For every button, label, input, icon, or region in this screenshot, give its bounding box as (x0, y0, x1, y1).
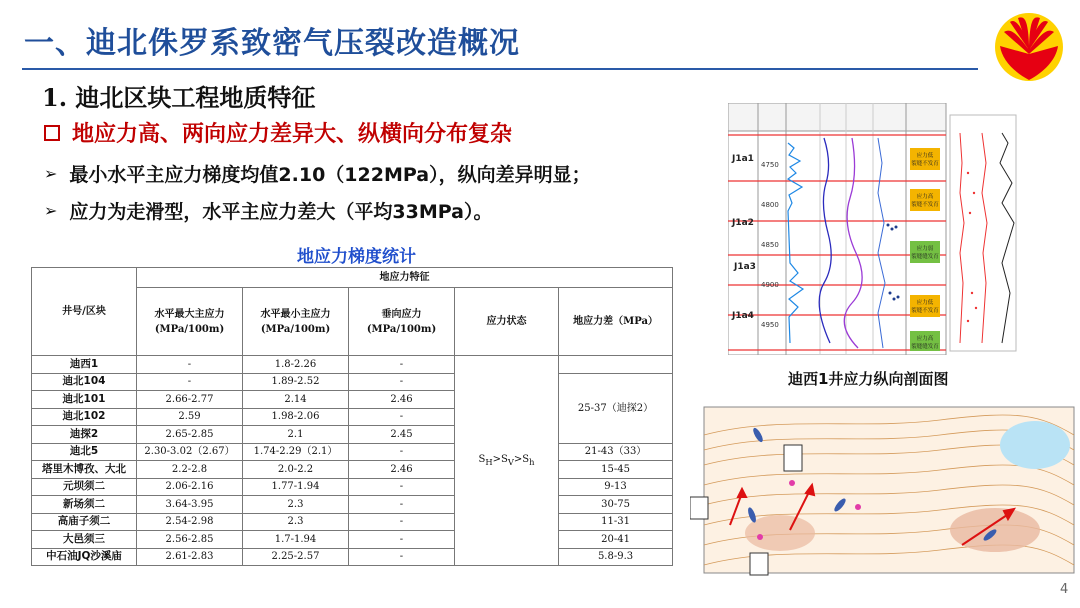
table-row: 迪北5 2.30-3.02（2.67） 1.74-2.29（2.1） - 21-43（33） (32, 443, 673, 461)
log-note: 应力低 (916, 300, 934, 306)
table-row: 大邑须三 2.56-2.85 1.7-1.94 - 20-41 (32, 531, 673, 549)
highlight-heading (44, 117, 512, 148)
bullet-text: 最小水平主应力梯度均值2.10（122MPa），纵向差异明显； (69, 164, 591, 186)
petrochina-logo (990, 10, 1068, 84)
highlight-text: 地应力高、两向应力差异大、纵横向分布复杂 (72, 122, 513, 147)
table-row: 新场须二 3.64-3.95 2.3 - 30-75 (32, 496, 673, 514)
depth-label: 4950 (761, 321, 779, 329)
bullet-item (44, 160, 591, 187)
figure-caption: 迪西1井应力纵向剖面图 (788, 370, 949, 388)
zone-label: J1a1 (732, 154, 754, 164)
table-row: 迪探2 2.65-2.85 2.1 2.45 (32, 426, 673, 444)
table-row: 迪北102 2.59 1.98-2.06 - (32, 408, 673, 426)
zone-label: J1a3 (734, 262, 756, 272)
title-divider (22, 68, 978, 70)
table-caption: 地应力梯度统计 (297, 247, 416, 267)
log-note: 应力高 (916, 194, 934, 200)
stress-contour-map (690, 405, 1075, 577)
col-header-diff: 地应力差（MPa） (559, 288, 673, 356)
table-row: 迪北101 2.66-2.77 2.14 2.46 (32, 391, 673, 409)
table-row: 迪西1 - 1.8-2.26 - $S_H>S_V>S_h$ (32, 356, 673, 374)
table-row: 塔里木博孜、大北 2.2-2.8 2.0-2.2 2.46 15-45 (32, 461, 673, 479)
zone-label: J1a2 (732, 218, 754, 228)
square-bullet-icon (44, 125, 60, 141)
log-note: 裂缝不发育 (911, 308, 939, 314)
bullet-item (44, 197, 493, 224)
log-note: 应力高 (916, 336, 934, 342)
zone-label: J1a4 (732, 311, 754, 321)
stress-state-cell: $S_H>S_V>S_h$ (455, 356, 559, 566)
col-header-smax: 水平最大主应力 (MPa/100m) (137, 288, 243, 356)
log-note: 裂缝不发育 (911, 161, 939, 167)
table-row: 高庙子须二 2.54-2.98 2.3 - 11-31 (32, 513, 673, 531)
col-header-sv: 垂向应力 (MPa/100m) (349, 288, 455, 356)
depth-label: 4750 (761, 161, 779, 169)
table-row: 元坝须二 2.06-2.16 1.77-1.94 - 9-13 (32, 478, 673, 496)
log-note: 裂缝缝发育 (911, 254, 939, 260)
col-header-well: 井号/区块 (32, 268, 137, 356)
stress-gradient-table (31, 267, 673, 566)
page-number: 4 (1060, 582, 1069, 597)
section-subtitle: 1. 迪北区块工程地质特征 (42, 83, 316, 112)
depth-label: 4800 (761, 201, 779, 209)
bullet-text: 应力为走滑型，水平主应力差大（平均33MPa）。 (69, 201, 493, 223)
group-header: 地应力特征 (137, 268, 673, 288)
depth-label: 4850 (761, 241, 779, 249)
arrow-bullet-icon: ➢ (44, 164, 58, 183)
depth-label: 4900 (761, 281, 779, 289)
well-log-figure (728, 103, 1018, 355)
table-row: 中石油JQ沙溪庙 2.61-2.83 2.25-2.57 - 5.8-9.3 (32, 548, 673, 566)
log-note: 裂缝不发育 (911, 202, 939, 208)
col-header-smin: 水平最小主应力 (MPa/100m) (243, 288, 349, 356)
log-note: 应力弱 (916, 246, 934, 252)
table-row: 迪北104 - 1.89-2.52 - 25-37（迪探2） (32, 373, 673, 391)
arrow-bullet-icon: ➢ (44, 201, 58, 220)
log-note: 应力低 (916, 153, 934, 159)
log-note: 裂缝缝发育 (911, 344, 939, 350)
col-header-state: 应力状态 (455, 288, 559, 356)
page-title: 一、迪北侏罗系致密气压裂改造概况 (24, 26, 520, 61)
